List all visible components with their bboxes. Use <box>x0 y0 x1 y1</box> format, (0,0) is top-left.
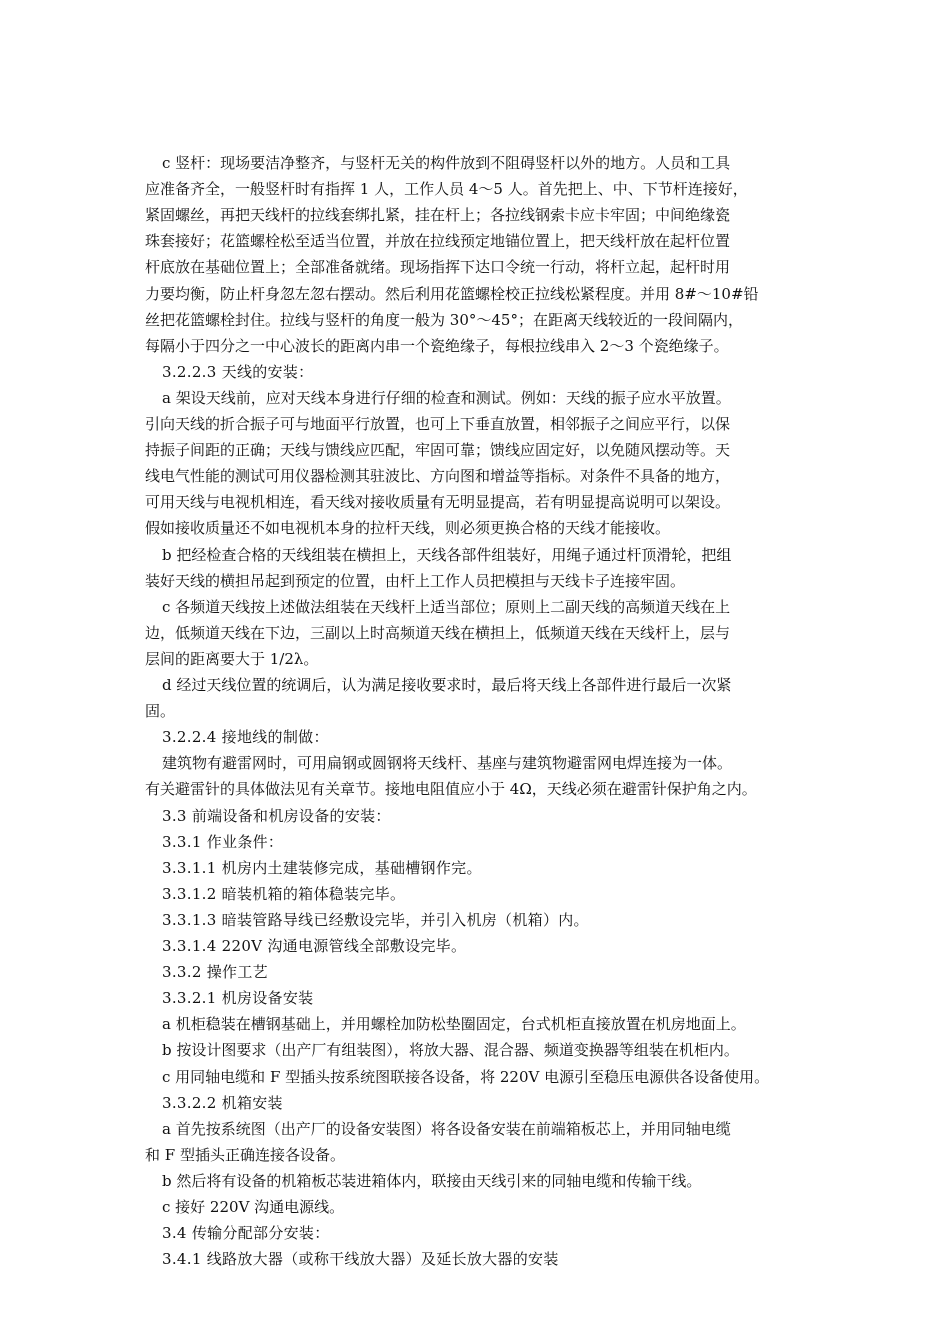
paragraph-line: 有关避雷针的具体做法见有关章节。接地电阻值应小于 4Ω，天线必须在避雷针保护角之内。 <box>145 780 757 798</box>
section-heading: 3.3.1 作业条件： <box>162 833 284 851</box>
paragraph-line: b 把经检查合格的天线组装在横担上，天线各部件组装好，用绳子通过杆顶滑轮，把组 <box>162 546 732 564</box>
paragraph-line: 引向天线的折合振子可与地面平行放置，也可上下垂直放置，相邻振子之间应平行，以保 <box>145 415 731 433</box>
paragraph-line: c 各频道天线按上述做法组装在天线杆上适当部位；原则上二副天线的高频道天线在上 <box>162 598 731 616</box>
paragraph-line: 边，低频道天线在下边，三副以上时高频道天线在横担上，低频道天线在天线杆上，层与 <box>145 624 731 642</box>
paragraph-line: 应准备齐全，一般竖杆时有指挥 1 人，工作人员 4～5 人。首先把上、中、下节杆连接好， <box>145 180 748 198</box>
paragraph-line: 固。 <box>145 702 176 720</box>
paragraph-line: 可用天线与电视机相连，看天线对接收质量有无明显提高，若有明显提高说明可以架设。 <box>145 493 731 511</box>
paragraph-line: 装好天线的横担吊起到预定的位置，由杆上工作人员把模担与天线卡子连接牢固。 <box>145 572 686 590</box>
paragraph-line: c 用同轴电缆和 F 型插头按系统图联接各设备，将 220V 电源引至稳压电源供各设备使用。 <box>162 1068 770 1086</box>
section-heading: 3.2.2.4 接地线的制做： <box>162 728 329 746</box>
paragraph-line: 持振子间距的正确；天线与馈线应匹配，牢固可靠；馈线应固定好，以免随风摆动等。天 <box>145 441 731 459</box>
paragraph-line: 层间的距离要大于 1/2λ。 <box>145 650 319 668</box>
paragraph-line: 线电气性能的测试可用仪器检测其驻波比、方向图和增益等指标。对条件不具备的地方， <box>145 467 731 485</box>
paragraph-line: b 然后将有设备的机箱板芯装进箱体内，联接由天线引来的同轴电缆和传输干线。 <box>162 1172 702 1190</box>
paragraph-line: a 首先按系统图（出产厂的设备安装图）将各设备安装在前端箱板芯上，并用同轴电缆 <box>162 1120 731 1138</box>
paragraph-line: c 接好 220V 沟通电源线。 <box>162 1198 345 1216</box>
section-heading: 3.3.2 操作工艺 <box>162 963 268 981</box>
paragraph-line: d 经过天线位置的统调后，认为满足接收要求时，最后将天线上各部件进行最后一次紧 <box>162 676 732 694</box>
paragraph-line: 建筑物有避雷网时，可用扁钢或圆钢将天线杆、基座与建筑物避雷网电焊连接为一体。 <box>162 754 733 772</box>
section-heading: 3.3.1.4 220V 沟通电源管线全部敷设完毕。 <box>162 937 467 955</box>
section-heading: 3.3.1.1 机房内土建装修完成，基础槽钢作完。 <box>162 859 482 877</box>
paragraph-line: c 竖杆：现场要洁净整齐，与竖杆无关的构件放到不阻碍竖杆以外的地方。人员和工具 <box>162 154 731 172</box>
paragraph-line: a 机柜稳装在槽钢基础上，并用螺栓加防松垫圈固定，台式机柜直接放置在机房地面上。 <box>162 1015 746 1033</box>
section-heading: 3.2.2.3 天线的安装： <box>162 363 314 381</box>
section-heading: 3.4 传输分配部分安装： <box>162 1224 330 1242</box>
section-heading: 3.3.2.2 机箱安装 <box>162 1094 283 1112</box>
paragraph-line: 珠套接好；花篮螺栓松至适当位置，并放在拉线预定地锚位置上，把天线杆放在起杆位置 <box>145 232 731 250</box>
paragraph-line: 假如接收质量还不如电视机本身的拉杆天线，则必须更换合格的天线才能接收。 <box>145 519 671 537</box>
paragraph-line: 和 F 型插头正确连接各设备。 <box>145 1146 345 1164</box>
section-heading: 3.4.1 线路放大器（或称干线放大器）及延长放大器的安装 <box>162 1250 559 1268</box>
section-heading: 3.3.1.2 暗装机箱的箱体稳装完毕。 <box>162 885 406 903</box>
section-heading: 3.3 前端设备和机房设备的安装： <box>162 807 391 825</box>
paragraph-line: 紧固螺丝，再把天线杆的拉线套绑扎紧，挂在杆上；各拉线钢索卡应卡牢固；中间绝缘瓷 <box>145 206 731 224</box>
paragraph-line: 力要均衡，防止杆身忽左忽右摆动。然后利用花篮螺栓校正拉线松紧程度。并用 8#～10#铅 <box>145 285 759 303</box>
paragraph-line: a 架设天线前，应对天线本身进行仔细的检查和测试。例如：天线的振子应水平放置。 <box>162 389 731 407</box>
paragraph-line: 丝把花篮螺栓封住。拉线与竖杆的角度一般为 30°～45°；在距离天线较近的一段间隔内， <box>145 311 743 329</box>
section-heading: 3.3.2.1 机房设备安装 <box>162 989 314 1007</box>
paragraph-line: 每隔小于四分之一中心波长的距离内串一个瓷绝缘子，每根拉线串入 2～3 个瓷绝缘子。 <box>145 337 729 355</box>
section-heading: 3.3.1.3 暗装管路导线已经敷设完毕，并引入机房（机箱）内。 <box>162 911 589 929</box>
paragraph-line: 杆底放在基础位置上；全部准备就绪。现场指挥下达口令统一行动，将杆立起，起杆时用 <box>145 258 731 276</box>
paragraph-line: b 按设计图要求（出产厂有组装图），将放大器、混合器、频道变换器等组装在机柜内。 <box>162 1041 739 1059</box>
